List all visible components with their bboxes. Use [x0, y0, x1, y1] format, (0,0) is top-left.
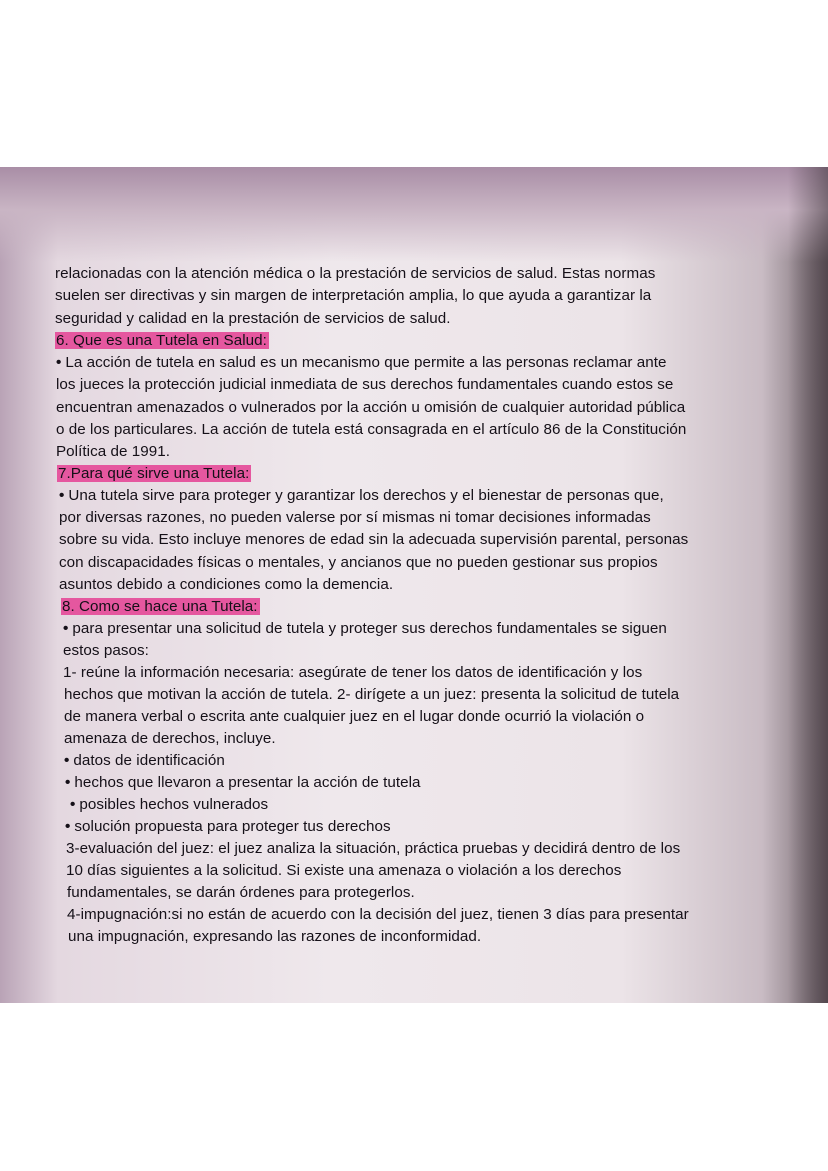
- highlighted-heading: 8. Como se hace una Tutela:: [62, 598, 258, 615]
- text-line: seguridad y calidad en la prestación de servicios de salud.: [55, 310, 451, 327]
- bullet-text: Una tutela sirve para proteger y garantizar los derechos y el bienestar de personas que,: [68, 487, 664, 504]
- document-photo: [0, 167, 828, 1003]
- bullet-item: [56, 354, 667, 371]
- bullet-text: datos de identificación: [73, 752, 225, 769]
- bullet-glyph: •: [59, 487, 65, 504]
- text-line: por diversas razones, no pueden valerse por sí mismas ni tomar decisiones informadas: [59, 509, 651, 526]
- bullet-item: [65, 774, 421, 791]
- bullet-glyph: •: [65, 818, 71, 835]
- bleed-through-text-bottom: [70, 959, 190, 999]
- highlighted-heading: 7.Para qué sirve una Tutela:: [58, 465, 250, 482]
- text-line: encuentran amenazados o vulnerados por la acción u omisión de cualquier autoridad pública: [56, 399, 686, 416]
- text-line: 10 días siguientes a la solicitud. Si existe una amenaza o violación a los derechos: [66, 862, 622, 879]
- bullet-item: [63, 620, 667, 637]
- bullet-item: [59, 487, 664, 504]
- text-line: una impugnación, expresando las razones de inconformidad.: [68, 928, 482, 945]
- highlighted-heading: 6. Que es una Tutela en Salud:: [56, 332, 267, 349]
- text-line: de manera verbal o escrita ante cualquier juez en el lugar donde ocurrió la violación o: [64, 708, 645, 725]
- bullet-text: La acción de tutela en salud es un mecanismo que permite a las personas reclamar ante: [65, 354, 667, 371]
- section-heading-6: [55, 332, 269, 349]
- bullet-text: posibles hechos vulnerados: [79, 796, 269, 813]
- text-line: estos pasos:: [63, 642, 149, 659]
- section-heading-7: [57, 465, 251, 482]
- text-line: con discapacidades físicas o mentales, y ancianos que no pueden gestionar sus propios: [59, 554, 658, 571]
- text-line: fundamentales, se darán órdenes para protegerlos.: [67, 884, 415, 901]
- bullet-item: [70, 796, 268, 813]
- bullet-glyph: •: [64, 752, 70, 769]
- bullet-item: [65, 818, 391, 835]
- text-line: 4-impugnación:si no están de acuerdo con la decisión del juez, tienen 3 días para presentar: [67, 906, 689, 923]
- bullet-text: solución propuesta para proteger tus derechos: [74, 818, 391, 835]
- text-line: relacionadas con la atención médica o la prestación de servicios de salud. Estas normas: [55, 265, 656, 282]
- bullet-item: [64, 752, 225, 769]
- text-line: hechos que motivan la acción de tutela. 2- dirígete a un juez: presenta la solicitud de tutela: [64, 686, 680, 703]
- bullet-glyph: •: [65, 774, 71, 791]
- text-line: amenaza de derechos, incluye.: [64, 730, 276, 747]
- bullet-text: para presentar una solicitud de tutela y proteger sus derechos fundamentales se siguen: [72, 620, 667, 637]
- right-edge-shadow: [788, 167, 828, 1003]
- text-line: los jueces la protección judicial inmediata de sus derechos fundamentales cuando estos se: [56, 376, 674, 393]
- text-line: 3-evaluación del juez: el juez analiza la situación, práctica pruebas y decidirá dentro de los: [66, 840, 681, 857]
- text-line: asuntos debido a condiciones como la demencia.: [59, 576, 394, 593]
- text-line: Política de 1991.: [56, 443, 170, 460]
- text-line: suelen ser directivas y sin margen de interpretación amplia, lo que ayuda a garantizar la: [55, 287, 652, 304]
- text-line: sobre su vida. Esto incluye menores de edad sin la adecuada supervisión parental, personas: [59, 531, 689, 548]
- bullet-text: hechos que llevaron a presentar la acción de tutela: [74, 774, 421, 791]
- bullet-glyph: •: [56, 354, 62, 371]
- bleed-through-text: [60, 179, 750, 269]
- bullet-glyph: •: [63, 620, 69, 637]
- text-line: o de los particulares. La acción de tutela está consagrada en el artículo 86 de la Constitución: [56, 421, 687, 438]
- bullet-glyph: •: [70, 796, 76, 813]
- text-line: 1- reúne la información necesaria: asegúrate de tener los datos de identificación y los: [63, 664, 643, 681]
- section-heading-8: [61, 598, 260, 615]
